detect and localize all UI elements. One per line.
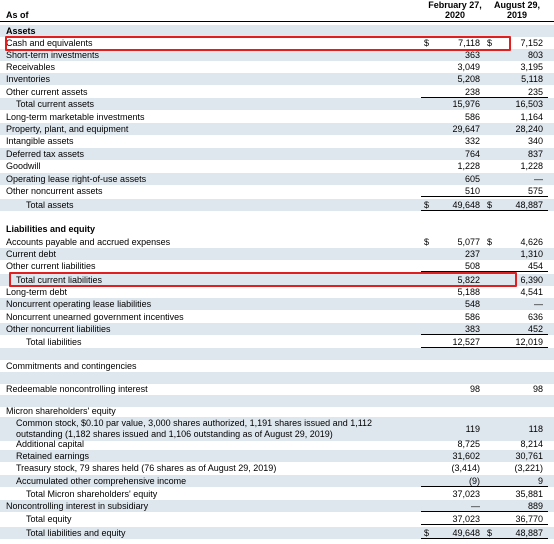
table-row — [0, 286, 554, 298]
row-label: Accumulated other comprehensive income — [16, 476, 187, 486]
row-label: Total liabilities — [26, 337, 82, 347]
table-row — [0, 438, 554, 450]
value-aug-2019: 1,310 — [520, 249, 543, 259]
column-header-feb-2020 — [418, 0, 492, 20]
table-row — [0, 135, 554, 147]
row-label: Current debt — [6, 249, 57, 259]
value-feb-2020: 1,228 — [457, 161, 480, 171]
row-label: Retained earnings — [16, 451, 90, 461]
value-feb-2020: 5,208 — [457, 74, 480, 84]
value-feb-2020: 31,602 — [452, 451, 480, 461]
value-aug-2019: 636 — [527, 312, 543, 322]
value-feb-2020: 37,023 — [452, 514, 480, 524]
value-feb-2020: 605 — [464, 174, 480, 184]
row-label: Total current liabilities — [16, 275, 103, 285]
table-row — [0, 173, 554, 185]
table-row — [0, 148, 554, 160]
value-aug-2019: 35,881 — [515, 489, 543, 499]
value-feb-2020: 548 — [464, 299, 480, 309]
row-label: Liabilities and equity — [6, 224, 96, 234]
table-row — [0, 86, 554, 98]
value-aug-2019: — — [534, 299, 543, 309]
value-aug-2019: 452 — [527, 324, 543, 334]
row-label: Micron shareholders' equity — [6, 406, 116, 416]
value-feb-2020: 119 — [465, 424, 480, 434]
column-header-line: 2019 — [506, 10, 528, 20]
table-row — [0, 348, 554, 360]
value-aug-2019: 340 — [527, 136, 543, 146]
value-feb-2020: — — [471, 501, 480, 511]
row-label: Total equity — [26, 514, 72, 524]
value-feb-2020: 5,188 — [457, 287, 480, 297]
table-row — [0, 405, 554, 417]
value-feb-2020: 332 — [464, 136, 480, 146]
table-row — [0, 336, 554, 348]
row-label: Assets — [6, 26, 36, 36]
value-aug-2019: 1,228 — [520, 161, 543, 171]
table-row — [0, 73, 554, 85]
value-feb-2020: 49,648 — [452, 200, 480, 210]
value-feb-2020: 510 — [464, 186, 480, 196]
value-feb-2020: 3,049 — [457, 62, 480, 72]
column-header-line: February 27, — [428, 0, 482, 10]
value-aug-2019: 48,887 — [515, 528, 543, 538]
table-row — [0, 223, 554, 235]
column-header-aug-2019 — [484, 0, 550, 20]
table-row — [0, 323, 554, 335]
table-row — [0, 360, 554, 372]
value-aug-2019: 12,019 — [515, 337, 543, 347]
row-label: Noncurrent operating lease liabilities — [6, 299, 152, 309]
value-aug-2019: 16,503 — [515, 99, 543, 109]
dollar-sign: $ — [424, 237, 430, 247]
value-aug-2019: 1,164 — [520, 112, 543, 122]
value-aug-2019: 575 — [527, 186, 543, 196]
row-label: Other current assets — [6, 87, 88, 97]
value-aug-2019: (3,221) — [514, 463, 543, 473]
row-label: Commitments and contingencies — [6, 361, 137, 371]
value-feb-2020: 238 — [464, 87, 480, 97]
table-row — [0, 500, 554, 512]
row-label: Deferred tax assets — [6, 149, 85, 159]
value-aug-2019: 5,118 — [521, 74, 543, 84]
value-feb-2020: 586 — [464, 112, 480, 122]
row-label: Redeemable noncontrolling interest — [6, 384, 148, 394]
row-label: Short-term investments — [6, 50, 100, 60]
table-row — [0, 98, 554, 110]
dollar-sign: $ — [487, 38, 493, 48]
table-row — [0, 248, 554, 260]
value-aug-2019: 30,761 — [515, 451, 543, 461]
table-row — [0, 475, 554, 487]
row-label: Additional capital — [16, 439, 85, 449]
value-aug-2019: 28,240 — [515, 124, 543, 134]
table-row — [0, 298, 554, 310]
column-header-line: 2020 — [444, 10, 466, 20]
row-label: Property, plant, and equipment — [6, 124, 129, 134]
value-aug-2019: 6,390 — [520, 275, 543, 285]
value-aug-2019: 7,152 — [520, 38, 543, 48]
row-label: Other noncurrent liabilities — [6, 324, 111, 334]
value-aug-2019: 98 — [532, 384, 543, 394]
value-feb-2020: 49,648 — [452, 528, 480, 538]
value-aug-2019: 4,541 — [520, 287, 543, 297]
dollar-sign: $ — [424, 38, 430, 48]
value-feb-2020: 508 — [464, 261, 480, 271]
value-aug-2019: 889 — [527, 501, 543, 511]
table-row — [0, 527, 554, 539]
value-aug-2019: 118 — [528, 424, 543, 434]
row-label: Intangible assets — [6, 136, 74, 146]
value-feb-2020: 5,077 — [457, 237, 480, 247]
value-aug-2019: 3,195 — [520, 62, 543, 72]
dollar-sign: $ — [424, 200, 430, 210]
row-label: Treasury stock, 79 shares held (76 shares as of August 29, 2019) — [16, 463, 277, 473]
row-label: Long-term debt — [6, 287, 68, 297]
value-aug-2019: 8,214 — [520, 439, 543, 449]
row-label: Receivables — [6, 62, 56, 72]
highlight-box-total-current-liabilities — [9, 272, 517, 287]
row-label: Accounts payable and accrued expenses — [6, 237, 171, 247]
value-feb-2020: 7,118 — [458, 38, 480, 48]
table-row — [0, 236, 554, 248]
value-feb-2020: 586 — [464, 312, 480, 322]
value-feb-2020: 5,822 — [457, 275, 480, 285]
value-feb-2020: (9) — [469, 476, 480, 486]
row-label: Operating lease right-of-use assets — [6, 174, 147, 184]
value-feb-2020: (3,414) — [451, 463, 480, 473]
value-feb-2020: 37,023 — [452, 489, 480, 499]
dollar-sign: $ — [487, 528, 493, 538]
value-feb-2020: 383 — [464, 324, 480, 334]
table-row — [0, 450, 554, 462]
table-row — [0, 311, 554, 323]
table-row — [0, 462, 554, 474]
table-row — [0, 488, 554, 500]
highlight-box-cash — [5, 36, 511, 51]
table-row — [0, 111, 554, 123]
row-label: Goodwill — [6, 161, 41, 171]
value-feb-2020: 29,647 — [452, 124, 480, 134]
row-label: Cash and equivalents — [6, 38, 93, 48]
column-header-line: August 29, — [493, 0, 540, 10]
row-label: Inventories — [6, 74, 51, 84]
table-row — [0, 61, 554, 73]
table-row — [0, 260, 554, 272]
value-aug-2019: — — [534, 174, 543, 184]
row-label: Other noncurrent assets — [6, 186, 103, 196]
value-aug-2019: 36,770 — [515, 514, 543, 524]
value-aug-2019: 454 — [527, 261, 543, 271]
value-aug-2019: 4,626 — [520, 237, 543, 247]
value-feb-2020: 764 — [464, 149, 480, 159]
value-aug-2019: 48,887 — [515, 200, 543, 210]
table-row — [0, 513, 554, 525]
value-aug-2019: 837 — [527, 149, 543, 159]
row-label: Long-term marketable investments — [6, 112, 145, 122]
value-feb-2020: 15,976 — [452, 99, 480, 109]
row-label: Noncurrent unearned government incentives — [6, 312, 184, 322]
table-row — [0, 185, 554, 197]
row-label: Total current assets — [16, 99, 95, 109]
row-label: Noncontrolling interest in subsidiary — [6, 501, 149, 511]
as-of-label: As of — [6, 10, 29, 20]
value-aug-2019: 235 — [527, 87, 543, 97]
value-feb-2020: 8,725 — [457, 439, 480, 449]
value-feb-2020: 237 — [464, 249, 480, 259]
dollar-sign: $ — [487, 200, 493, 210]
row-label: Other current liabilities — [6, 261, 96, 271]
table-row — [0, 383, 554, 395]
value-aug-2019: 803 — [527, 50, 543, 60]
table-header — [0, 0, 554, 22]
table-row — [0, 199, 554, 211]
row-label: Total Micron shareholders' equity — [26, 489, 158, 499]
row-label: Total liabilities and equity — [26, 528, 126, 538]
row-label: Common stock, $0.10 par value, 3,000 shares authorized, 1,191 shares issued and 1,112 outstanding (1,182 shares issued and 1,106 outstanding as of August 29, 2019) — [16, 418, 373, 439]
table-row — [0, 160, 554, 172]
dollar-sign: $ — [487, 237, 493, 247]
table-row — [0, 123, 554, 135]
value-feb-2020: 12,527 — [452, 337, 480, 347]
value-feb-2020: 98 — [469, 384, 480, 394]
dollar-sign: $ — [424, 528, 430, 538]
value-feb-2020: 363 — [464, 50, 480, 60]
value-aug-2019: 9 — [537, 476, 543, 486]
row-label: Total assets — [26, 200, 74, 210]
